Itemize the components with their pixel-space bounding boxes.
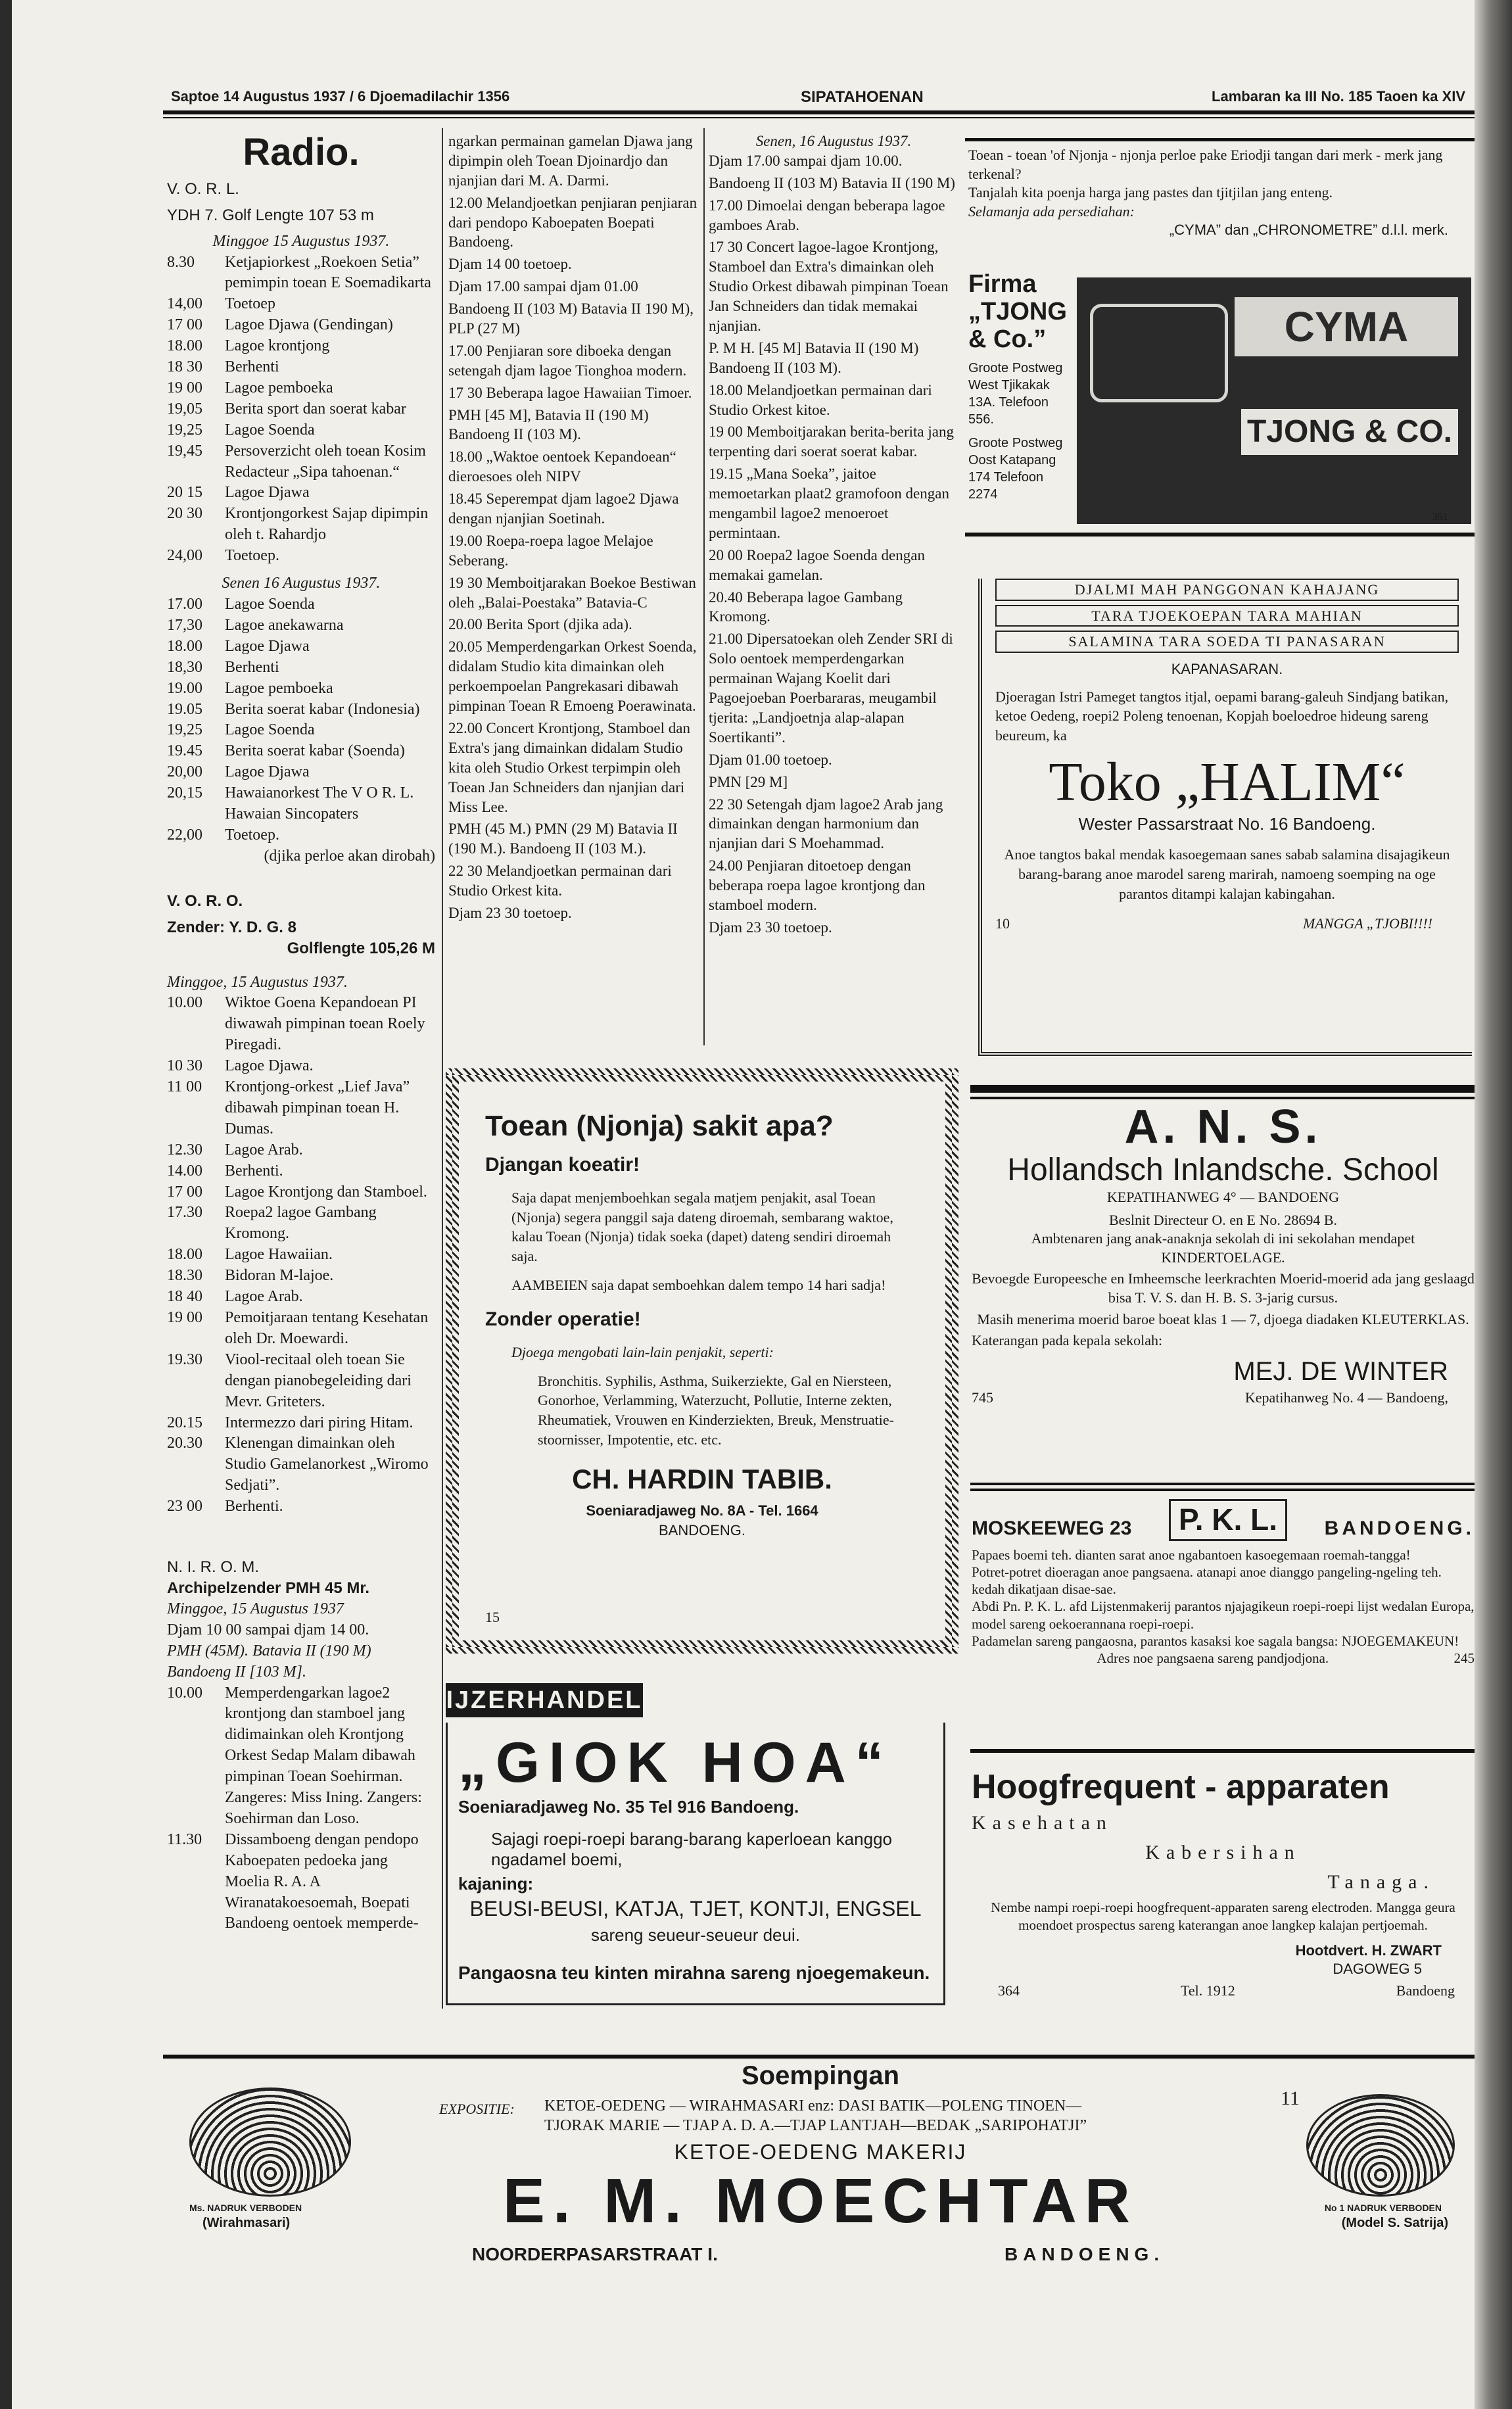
soempingan: Soempingan — [741, 2061, 900, 2090]
ydh-frequency: YDH 7. Golf Lengte 107 53 m — [167, 206, 374, 224]
zwart-ad — [972, 1769, 1475, 2005]
program-desc: Klenengan dimainkan oleh Studio Gamelanorkest „Wiromo Sedjati”. — [225, 1435, 429, 1494]
program-desc: Lagoe Soenda — [225, 721, 315, 739]
program-time: 17 00 — [167, 1183, 202, 1201]
program-list-2 — [167, 594, 435, 846]
program-paragraph: 22.00 Concert Krontjong, Stamboel dan Extra's jang dimainkan didalam Studio kita oleh Studio Orkest terpimpin oleh Toean Jan Schneiders dan njanjian dari Miss Lee. — [448, 719, 690, 815]
ans-text-4: Masih menerima moerid baroe boeat klas 1 — 7, djoega diadaken KLEUTERKLAS. — [977, 1310, 1469, 1327]
program-paragraph: 22 30 Melandjoetkan permainan dari Studio Orkest kita. — [448, 863, 672, 899]
giokhoa-items-2: sareng seueur-seueur deui. — [591, 1924, 800, 1945]
program-time: 18,30 — [167, 658, 202, 676]
zwart-city: Bandoeng — [1396, 1982, 1455, 1999]
zwart-word-3: Tanaga. — [1327, 1871, 1435, 1894]
program-time: 19,05 — [167, 400, 202, 417]
program-row — [167, 357, 435, 378]
program-desc: Bidoran M-lajoe. — [225, 1267, 334, 1285]
program-row — [167, 1683, 435, 1830]
program-desc: Lagoe Soenda — [225, 421, 315, 439]
program-paragraph: Djam 17.00 sampai djam 10.00. — [709, 152, 903, 169]
program-row — [167, 1161, 435, 1182]
program-time: 10.00 — [167, 994, 202, 1012]
program-paragraph: 19.15 „Mana Soeka”, jaitoe memoetarkan plaat2 gramofoon dengan mengambil lagoe2 menoeroet permintaan. — [709, 465, 949, 541]
watch-icon — [1090, 304, 1228, 402]
halim-kapanasaran: KAPANASARAN. — [1171, 661, 1283, 678]
program-row — [167, 315, 435, 336]
giokhoa-text: Sajagi roepi-roepi barang-barang kaperloean kanggo ngadamel boemi, — [491, 1828, 892, 1869]
program-desc: Berhenti. — [225, 1162, 283, 1180]
halim-ad — [978, 579, 1472, 1056]
ad-rule — [965, 533, 1475, 537]
right-caption-2: (Model S. Satrija) — [1341, 2216, 1448, 2230]
program-desc: Lagoe Djawa — [225, 484, 310, 502]
program-row — [167, 378, 435, 399]
pkl-street: MOSKEEWEG 23 — [972, 1517, 1132, 1539]
zwart-word-2: Kabersihan — [1145, 1842, 1301, 1864]
program-desc: Lagoe Arab. — [225, 1141, 303, 1158]
pkl-text-5: Adres noe pangsaena sareng pandjodjona. — [1097, 1650, 1329, 1666]
program-row — [167, 679, 435, 700]
pkl-text-1: Papaes boemi teh. dianten sarat anoe ngabantoen kasoegemaan roemah-tangga! — [972, 1546, 1411, 1563]
program-paragraph: 22 30 Setengah djam lagoe2 Arab jang dimainkan dengan harmonium dan njanjian dari S Moehammad. — [709, 796, 943, 852]
program-desc: Persoverzicht oleh toean Kosim Redacteur „Sipa tahoenan.“ — [225, 442, 426, 481]
program-paragraph: P. M H. [45 M] Batavia II (190 M) Bandoeng II (103 M). — [709, 339, 919, 376]
program-note: (djika perloe akan dirobah) — [264, 847, 435, 865]
zwart-tel: Tel. 1912 — [1181, 1982, 1235, 1999]
radio-column-2 — [448, 131, 698, 926]
program-paragraph: 20 00 Roepa2 lagoe Soenda dengan memakai gamelan. — [709, 546, 925, 583]
program-paragraph: 19 00 Memboitjarakan berita-berita jang terpenting dari soerat soerat kabar. — [709, 423, 954, 460]
giokhoa-address: Soeniaradjaweg No. 35 Tel 916 Bandoeng. — [458, 1796, 799, 1817]
program-desc: Toetoep. — [225, 826, 279, 844]
program-time: 17 00 — [167, 316, 202, 334]
program-desc: Wiktoe Goena Kepandoean PI diwawah pimpinan toean Roely Piregadi. — [225, 994, 425, 1054]
hat-icon — [189, 2087, 351, 2197]
time-range-4: Djam 10 00 sampai djam 14 00. — [167, 1621, 369, 1638]
program-row — [167, 1308, 435, 1350]
ad-rule — [970, 1483, 1475, 1485]
giokhoa-items: BEUSI-BEUSI, KATJA, TJET, KONTJI, ENGSEL — [469, 1896, 922, 1920]
program-row — [167, 1056, 435, 1077]
program-paragraph: 20.05 Memperdengarkan Orkest Soenda, didalam Studio kita dimainkan oleh perkoempoelan Pangrekasari dibawah pimpinan Toean R Emoeng Poerawinata. — [448, 638, 697, 715]
program-row — [167, 546, 435, 567]
ad-rule — [970, 1097, 1475, 1099]
program-row — [167, 1496, 435, 1517]
program-row — [167, 399, 435, 420]
program-desc: Lagoe anekawarna — [225, 616, 344, 634]
tjong-firma: Firma „TJONG & Co.” — [968, 270, 1067, 353]
pkl-logo: P. K. L. — [1169, 1499, 1287, 1541]
masthead-paper: SIPATAHOENAN — [801, 88, 924, 106]
program-paragraph: 17 30 Beberapa lagoe Hawaiian Timoer. — [448, 384, 692, 401]
giokhoa-label: IJZERHANDEL — [446, 1683, 643, 1717]
program-paragraph: 21.00 Dipersatoekan oleh Zender SRI di Solo oentoek memperdengarkan permainan Wajang Koelit dari Pagoejoeban Poerbararas, meugambil tjerita: „Landjoetnja alap-alapan Soertikanti”. — [709, 631, 953, 746]
halim-name: Toko „HALIM“ — [1049, 751, 1406, 813]
program-row — [167, 1245, 435, 1266]
ans-number: 745 — [972, 1389, 993, 1406]
expositie-label: EXPOSITIE: — [439, 2101, 515, 2117]
program-desc: Toetoep — [225, 295, 275, 313]
program-paragraph: PMH [45 M], Batavia II (190 M) Bandoeng II (103 M). — [448, 406, 649, 443]
hardin-text-1: Saja dapat menjemboehkan segala matjem penjakit, asal Toean (Njonja) segera panggil saja dateng diroemah, sembarang waktoe, kalau Toean (Njonja) tidak soeka (dapet) dateng sendiri diroemah saja. — [511, 1189, 893, 1264]
program-time: 18 30 — [167, 358, 202, 376]
program-row — [167, 504, 435, 546]
program-time: 19.30 — [167, 1350, 202, 1368]
ans-text-3: Bevoegde Europeesche en Imheemsche leerkrachten Moerid-moerid ada jang geslaagd bisa T. V. S. dan H. B. S. 3-jarig cursus. — [972, 1270, 1475, 1306]
station-vorl: V. O. R. L. — [167, 179, 239, 198]
frequency-line-4: PMH (45M). Batavia II (190 M) Bandoeng II [103 M]. — [167, 1642, 371, 1681]
program-desc: Krontjongorkest Sajap dipimpin oleh t. Rahardjo — [225, 505, 429, 544]
masthead-date: Saptoe 14 Augustus 1937 / 6 Djoemadilachir 1356 — [171, 88, 510, 105]
program-desc: Intermezzo dari piring Hitam. — [225, 1414, 413, 1431]
giokhoa-kajaning: kajaning: — [458, 1873, 534, 1894]
program-desc: Lagoe Djawa (Gendingan) — [225, 316, 393, 334]
giokhoa-footer: Pangaosna teu kinten mirahna sareng njoegemakeun. — [458, 1962, 930, 1983]
program-time: 17,30 — [167, 616, 202, 634]
tjong-text-3: Selamanja ada persediahan: — [968, 203, 1135, 220]
ans-text-5: Katerangan pada kepala sekolah: — [972, 1332, 1163, 1349]
program-paragraph: PMN [29 M] — [709, 773, 788, 790]
program-paragraph: Djam 17.00 sampai djam 01.00 — [448, 278, 638, 295]
program-paragraph: Bandoeng II (103 M) Batavia II (190 M) — [709, 174, 955, 191]
hardin-city: BANDOENG. — [658, 1521, 746, 1538]
program-desc: Berhenti. — [225, 1498, 283, 1515]
masthead-rule — [163, 110, 1475, 114]
program-paragraph: Bandoeng II (103 M) Batavia II 190 M), PLP (27 M) — [448, 300, 694, 337]
program-time: 18.30 — [167, 1267, 202, 1285]
moechtar-name: E. M. MOECHTAR — [502, 2166, 1139, 2236]
hardin-name: CH. HARDIN TABIB. — [572, 1464, 832, 1495]
left-caption-1: Ms. NADRUK VERBODEN — [189, 2203, 302, 2213]
program-row — [167, 252, 435, 295]
expositie-line-1: KETOE-OEDENG — WIRAHMASARI enz: DASI BATIK—POLENG TINOEN— — [544, 2097, 1082, 2114]
zwart-number: 364 — [998, 1982, 1020, 1999]
zwart-text: Nembe nampi roepi-roepi hoogfrequent-apparaten sareng electroden. Mangga geura moendoet prospectus sareng katerangan anoe langkep kalajan pertjoemah. — [991, 1899, 1455, 1934]
tjong-text-2: Tanjalah kita poenja harga jang pastes dan tjitjilan jang enteng. — [968, 184, 1333, 201]
program-time: 19,45 — [167, 442, 202, 460]
program-paragraph: PMH (45 M.) PMN (29 M) Batavia II (190 M.). Bandoeng II (103 M.). — [448, 821, 678, 857]
zender: Zender: Y. D. G. 8 — [167, 918, 296, 936]
program-desc: Berhenti — [225, 658, 279, 676]
halim-number: 10 — [995, 915, 1010, 932]
program-time: 18 40 — [167, 1288, 202, 1306]
program-time: 24,00 — [167, 547, 202, 565]
program-row — [167, 594, 435, 615]
hardin-subtitle-2: Zonder operatie! — [485, 1308, 641, 1331]
pkl-text-3: Abdi Pn. P. K. L. afd Lijstenmakerij parantos njajagikeun roepi-roepi lijst wedalan Europa, model sareng oekoerannana roepi-roepi. — [972, 1598, 1475, 1632]
ad-rule — [965, 138, 1475, 141]
day-heading-4: Minggoe, 15 Augustus 1937 — [167, 1600, 344, 1617]
program-time: 20.15 — [167, 1414, 202, 1431]
watch-illustration — [1077, 277, 1471, 524]
right-caption-1: No 1 NADRUK VERBODEN — [1324, 2203, 1442, 2213]
day-heading-2: Senen 16 Augustus 1937. — [222, 575, 381, 592]
program-time: 12.30 — [167, 1141, 202, 1158]
program-time: 20 15 — [167, 484, 202, 502]
program-time: 18.00 — [167, 637, 202, 655]
program-paragraph: 19.00 Roepa-roepa lagoe Melajoe Seberang. — [448, 532, 653, 569]
hardin-address: Soeniaradjaweg No. 8A - Tel. 1664 — [586, 1502, 818, 1519]
program-list-3 — [167, 993, 435, 1517]
ad-rule — [970, 1085, 1475, 1093]
halim-text-1: Djoeragan Istri Pameget tangtos itjal, oepami barang-galeuh Sindjang batikan, ketoe Oedeng, roepi2 Poleng tenoenan, Kopjah boeloedroe hideung sareng beureum, ka — [995, 688, 1449, 744]
program-row — [167, 1182, 435, 1203]
program-paragraph: 24.00 Penjiaran ditoetoep dengan beberapa roepa lagoe krontjong dan stamboel modern. — [709, 857, 926, 913]
zwart-address: DAGOWEG 5 — [1333, 1961, 1422, 1978]
program-row — [167, 1077, 435, 1140]
program-paragraph: Djam 14 00 toetoep. — [448, 256, 572, 273]
day-heading-senen: Senen, 16 Augustus 1937. — [755, 133, 912, 149]
program-desc: Lagoe Djawa — [225, 637, 310, 655]
program-row — [167, 294, 435, 315]
program-row — [167, 1203, 435, 1245]
archipelzender: Archipelzender PMH 45 Mr. — [167, 1579, 370, 1597]
masthead-issue: Lambaran ka III No. 185 Taoen ka XIV — [1212, 88, 1465, 105]
program-paragraph: 19 30 Memboitjarakan Boekoe Bestiwan oleh „Balai-Poestaka” Batavia-C — [448, 574, 696, 611]
masthead-rule-thin — [163, 117, 1475, 118]
program-time: 14.00 — [167, 1162, 202, 1180]
ans-text-1: Beslnit Directeur O. en E No. 28694 B. — [1108, 1211, 1338, 1228]
column-divider — [703, 128, 705, 1045]
program-paragraph: 12.00 Melandjoetkan penjiaran penjiaran dari pendopo Kaboepaten Boepati Bandoeng. — [448, 194, 697, 250]
program-paragraph: 18.00 „Waktoe oentoek Kepandoean“ dieroesoes oleh NIPV — [448, 448, 676, 485]
column-divider — [442, 128, 443, 2009]
page-edge — [1475, 0, 1512, 2409]
program-time: 20,00 — [167, 763, 202, 781]
program-desc: Hawaianorkest The V O R. L. Hawaian Sincopaters — [225, 784, 414, 823]
program-row — [167, 1830, 435, 1935]
pkl-text-2: Potret-potret dioeragan anoe pangsaena. atanapi anoe dianggo pangeling-ngeling teh. kedah dikatjaan disae-sae. — [972, 1563, 1442, 1597]
program-paragraph: 17.00 Dimoelai dengan beberapa lagoe gamboes Arab. — [709, 197, 945, 233]
program-time: 20.30 — [167, 1435, 202, 1452]
halim-text-2: Anoe tangtos bakal mendak kasoegemaan sanes sabab salamina disajagikeun barang-barang anoe marodel sareng marirah, namoeng soemping na oge parantos ditampi kalajan kabingahan. — [1004, 846, 1450, 902]
radio-column-3 — [709, 131, 958, 940]
hardin-text-3: Djoega mengobati lain-lain penjakit, seperti: — [511, 1343, 774, 1360]
pkl-number: 245 — [1453, 1650, 1475, 1666]
pkl-text-4: Padamelan sareng pangaosna, parantos kasaksi koe sagala bangsa: NJOEGEMAKEUN! — [972, 1633, 1459, 1649]
masthead — [163, 84, 1475, 110]
program-paragraph: 17.00 Penjiaran sore diboeka dengan setengah djam lagoe Tionghoa modern. — [448, 342, 687, 379]
program-time: 11 00 — [167, 1078, 202, 1096]
program-time: 19.05 — [167, 700, 202, 718]
day-heading-1: Minggoe 15 Augustus 1937. — [212, 232, 390, 250]
program-time: 10.00 — [167, 1684, 202, 1702]
station-nirom: N. I. R. O. M. — [167, 1558, 260, 1577]
hardin-number: 15 — [485, 1609, 500, 1626]
ad-rule — [970, 1749, 1475, 1753]
col2-paras — [448, 131, 698, 923]
program-desc: Lagoe Djawa — [225, 763, 310, 781]
program-paragraph: 17 30 Concert lagoe-lagoe Krontjong, Stamboel dan Extra's dimainkan oleh Studio Orkest dibawah pimpinan Toean Jan Schneiders dan tidak memakai njanjian. — [709, 239, 949, 335]
program-desc: Lagoe Djawa. — [225, 1057, 314, 1075]
left-caption-2: (Wirahmasari) — [202, 2216, 291, 2230]
program-row — [167, 993, 435, 1056]
moechtar-ad — [163, 2061, 1475, 2403]
program-row — [167, 1266, 435, 1287]
program-time: 20,15 — [167, 784, 202, 802]
program-desc: Lagoe krontjong — [225, 337, 330, 355]
program-row — [167, 1433, 435, 1496]
program-desc: Berita sport dan soerat kabar — [225, 400, 406, 417]
moechtar-makerij: KETOE-OEDENG MAKERIJ — [674, 2140, 967, 2164]
program-row — [167, 336, 435, 357]
hardin-ad — [446, 1068, 958, 1654]
program-paragraph: 20.40 Beberapa lagoe Gambang Kromong. — [709, 588, 903, 625]
program-paragraph: Djam 01.00 toetoep. — [709, 751, 832, 768]
radio-title: Radio. — [243, 131, 360, 174]
program-desc: Ketjapiorkest „Roekoen Setia” pemimpin toean E Soemadikarta — [225, 253, 431, 292]
program-time: 19.00 — [167, 679, 202, 697]
halim-slogan-1: DJALMI MAH PANGGONAN KAHAJANG — [995, 579, 1459, 601]
program-desc: Roepa2 lagoe Gambang Kromong. — [225, 1204, 377, 1243]
program-paragraph: 20.00 Berita Sport (djika ada). — [448, 616, 632, 633]
ans-text-2: Ambtenaren jang anak-anaknja sekolah di ini sekolahan mendapet KINDERTOELAGE. — [1031, 1230, 1415, 1266]
ans-head: MEJ. DE WINTER — [1233, 1356, 1448, 1386]
program-desc: Krontjong-orkest „Lief Java” dibawah pimpinan toean H. Dumas. — [225, 1078, 410, 1137]
program-desc: Berita soerat kabar (Soenda) — [225, 742, 405, 760]
program-desc: Lagoe Krontjong dan Stamboel. — [225, 1183, 427, 1201]
program-time: 19.45 — [167, 742, 202, 760]
cyma-logo: CYMA — [1235, 297, 1458, 356]
hardin-title: Toean (Njonja) sakit apa? — [485, 1110, 834, 1142]
program-time: 22,00 — [167, 826, 202, 844]
zwart-word-1: Kasehatan — [972, 1812, 1113, 1834]
halim-slogan-2: TARA TJOEKOEPAN TARA MAHIAN — [995, 605, 1459, 627]
program-time: 14,00 — [167, 295, 202, 313]
ad-rule — [970, 1489, 1475, 1491]
ans-name: Hollandsch Inlandsche. School — [1007, 1153, 1439, 1188]
pkl-ad — [972, 1499, 1475, 1709]
moechtar-address: NOORDERPASARSTRAAT I. — [472, 2244, 718, 2264]
giokhoa-ad — [446, 1683, 945, 2012]
program-time: 18.00 — [167, 337, 202, 355]
program-desc: Dissamboeng dengan pendopo Kaboepaten pedoeka jang Moelia R. A. A Wiranatakoesoemah, Boepati Bandoeng oentoek memperde- — [225, 1830, 419, 1932]
program-paragraph: ngarkan permainan gamelan Djawa jang dipimpin oleh Toean Djoinardjo dan njanjian dari M. A. Darmi. — [448, 133, 693, 189]
program-row — [167, 441, 435, 483]
program-desc: Lagoe pemboeka — [225, 679, 333, 697]
tjong-address-oost: Groote Postweg Oost Katapang 174 Telefoon 2274 — [968, 436, 1063, 502]
program-row — [167, 762, 435, 783]
program-time: 17.30 — [167, 1204, 202, 1222]
program-desc: Lagoe Hawaiian. — [225, 1246, 333, 1264]
halim-address: Wester Passarstraat No. 16 Bandoeng. — [1078, 814, 1376, 834]
program-desc: Berhenti — [225, 358, 279, 376]
program-row — [167, 825, 435, 846]
hardin-text-4: Bronchitis. Syphilis, Asthma, Suikerziekte, Gal en Niersteen, Gonorhoe, Verlamming, Waterzucht, Pollutie, Interne zekten, Rheumatiek, Vrouwen en Kinderziekten, Breuk, Menstruatie-stoornisser, Impotentie, etc. etc. — [538, 1372, 894, 1448]
program-time: 19 00 — [167, 379, 202, 396]
program-desc: Toetoep. — [225, 547, 279, 565]
tjong-address-west: Groote Postweg West Tjikakak 13A. Telefoon 556. — [968, 361, 1063, 427]
program-time: 11.30 — [167, 1830, 202, 1848]
program-list-4 — [167, 1683, 435, 1935]
day-heading-3: Minggoe, 15 Augustus 1937. — [167, 973, 348, 991]
program-desc: Pemoitjaraan tentang Kesehatan oleh Dr. Moewardi. — [225, 1309, 429, 1347]
ans-logo: A. N. S. — [1124, 1101, 1322, 1153]
tjong-number: 351 — [1432, 512, 1448, 523]
golflengte: Golflengte 105,26 M — [287, 939, 435, 957]
program-row — [167, 720, 435, 741]
tjong-text-4: „CYMA” dan „CHRONOMETRE” d.l.l. merk. — [1169, 222, 1448, 239]
program-row — [167, 1287, 435, 1308]
program-time: 18.00 — [167, 1246, 202, 1264]
program-paragraph: Djam 23 30 toetoep. — [448, 904, 572, 921]
program-desc: Memperdengarkan lagoe2 krontjong dan stamboel jang didimainkan oleh Krontjong Orkest Sedap Malam dibawah pimpinan Toean Soehirman. Zangeres: Miss Ining. Zangers: Soehirman dan Loso. — [225, 1684, 422, 1827]
program-time: 20 30 — [167, 505, 202, 523]
program-row — [167, 783, 435, 825]
moechtar-number: 11 — [1281, 2087, 1300, 2109]
program-row — [167, 1350, 435, 1413]
program-desc: Lagoe Arab. — [225, 1288, 303, 1306]
program-time: 23 00 — [167, 1498, 202, 1515]
program-row — [167, 657, 435, 679]
program-row — [167, 741, 435, 762]
program-time: 10 30 — [167, 1057, 202, 1075]
program-desc: Lagoe Soenda — [225, 596, 315, 613]
expositie-line-2: TJORAK MARIE — TJAP A. D. A.—TJAP LANTJAH—BEDAK „SARIPOHATJI” — [544, 2117, 1087, 2134]
pkl-city: BANDOENG. — [1324, 1517, 1475, 1539]
program-row — [167, 636, 435, 657]
hardin-text-2: AAMBEIEN saja dapat semboehkan dalem tempo 14 hari sadja! — [511, 1276, 886, 1293]
program-row — [167, 615, 435, 636]
ans-address: KEPATIHANWEG 4° — BANDOENG — [1106, 1188, 1340, 1205]
hat-icon — [1306, 2094, 1455, 2197]
program-paragraph: 18.45 Seperempat djam lagoe2 Djawa dengan njanjian Soetinah. — [448, 490, 679, 527]
program-desc: Berita soerat kabar (Indonesia) — [225, 700, 420, 718]
ans-ad — [972, 1101, 1475, 1502]
halim-slogan-3: SALAMINA TARA SOEDA TI PANASARAN — [995, 631, 1459, 653]
program-list-1 — [167, 252, 435, 567]
bottom-rule — [163, 2055, 1475, 2059]
program-time: 19 00 — [167, 1309, 202, 1327]
program-desc: Lagoe pemboeka — [225, 379, 333, 396]
program-row — [167, 1140, 435, 1161]
program-row — [167, 700, 435, 721]
program-time: 19,25 — [167, 421, 202, 439]
zwart-title: Hoogfrequent - apparaten — [972, 1768, 1390, 1806]
program-row — [167, 420, 435, 441]
giokhoa-name: „GIOK HOA“ — [458, 1731, 893, 1794]
program-paragraph: 18.00 Melandjoetkan permainan dari Studio Orkest kitoe. — [709, 381, 932, 418]
hardin-subtitle: Djangan koeatir! — [485, 1154, 640, 1176]
station-voro: V. O. R. O. — [167, 892, 243, 910]
program-row — [167, 483, 435, 504]
tjong-logo: TJONG & CO. — [1241, 409, 1458, 455]
ans-head-address: Kepatihanweg No. 4 — Bandoeng, — [1244, 1389, 1448, 1406]
newspaper-page — [12, 0, 1475, 2409]
program-paragraph: Djam 23 30 toetoep. — [709, 918, 832, 936]
program-row — [167, 1413, 435, 1434]
program-time: 8.30 — [167, 253, 195, 271]
radio-column — [167, 131, 435, 1934]
zwart-name: Hootdvert. H. ZWART — [1295, 1942, 1442, 1959]
program-time: 17.00 — [167, 596, 202, 613]
program-time: 19,25 — [167, 721, 202, 739]
halim-sign: MANGGA „TJOBI!!!! — [1303, 915, 1432, 932]
tjong-ad — [968, 146, 1475, 527]
moechtar-city: BANDOENG. — [1004, 2244, 1165, 2264]
col3-paras — [709, 151, 958, 938]
program-desc: Viool-recitaal oleh toean Sie dengan pianobegeleiding dari Mevr. Griteters. — [225, 1350, 412, 1410]
tjong-text-1: Toean - toean 'of Njonja - njonja perloe pake Eriodji tangan dari merk - merk jang terkenal? — [968, 147, 1443, 182]
